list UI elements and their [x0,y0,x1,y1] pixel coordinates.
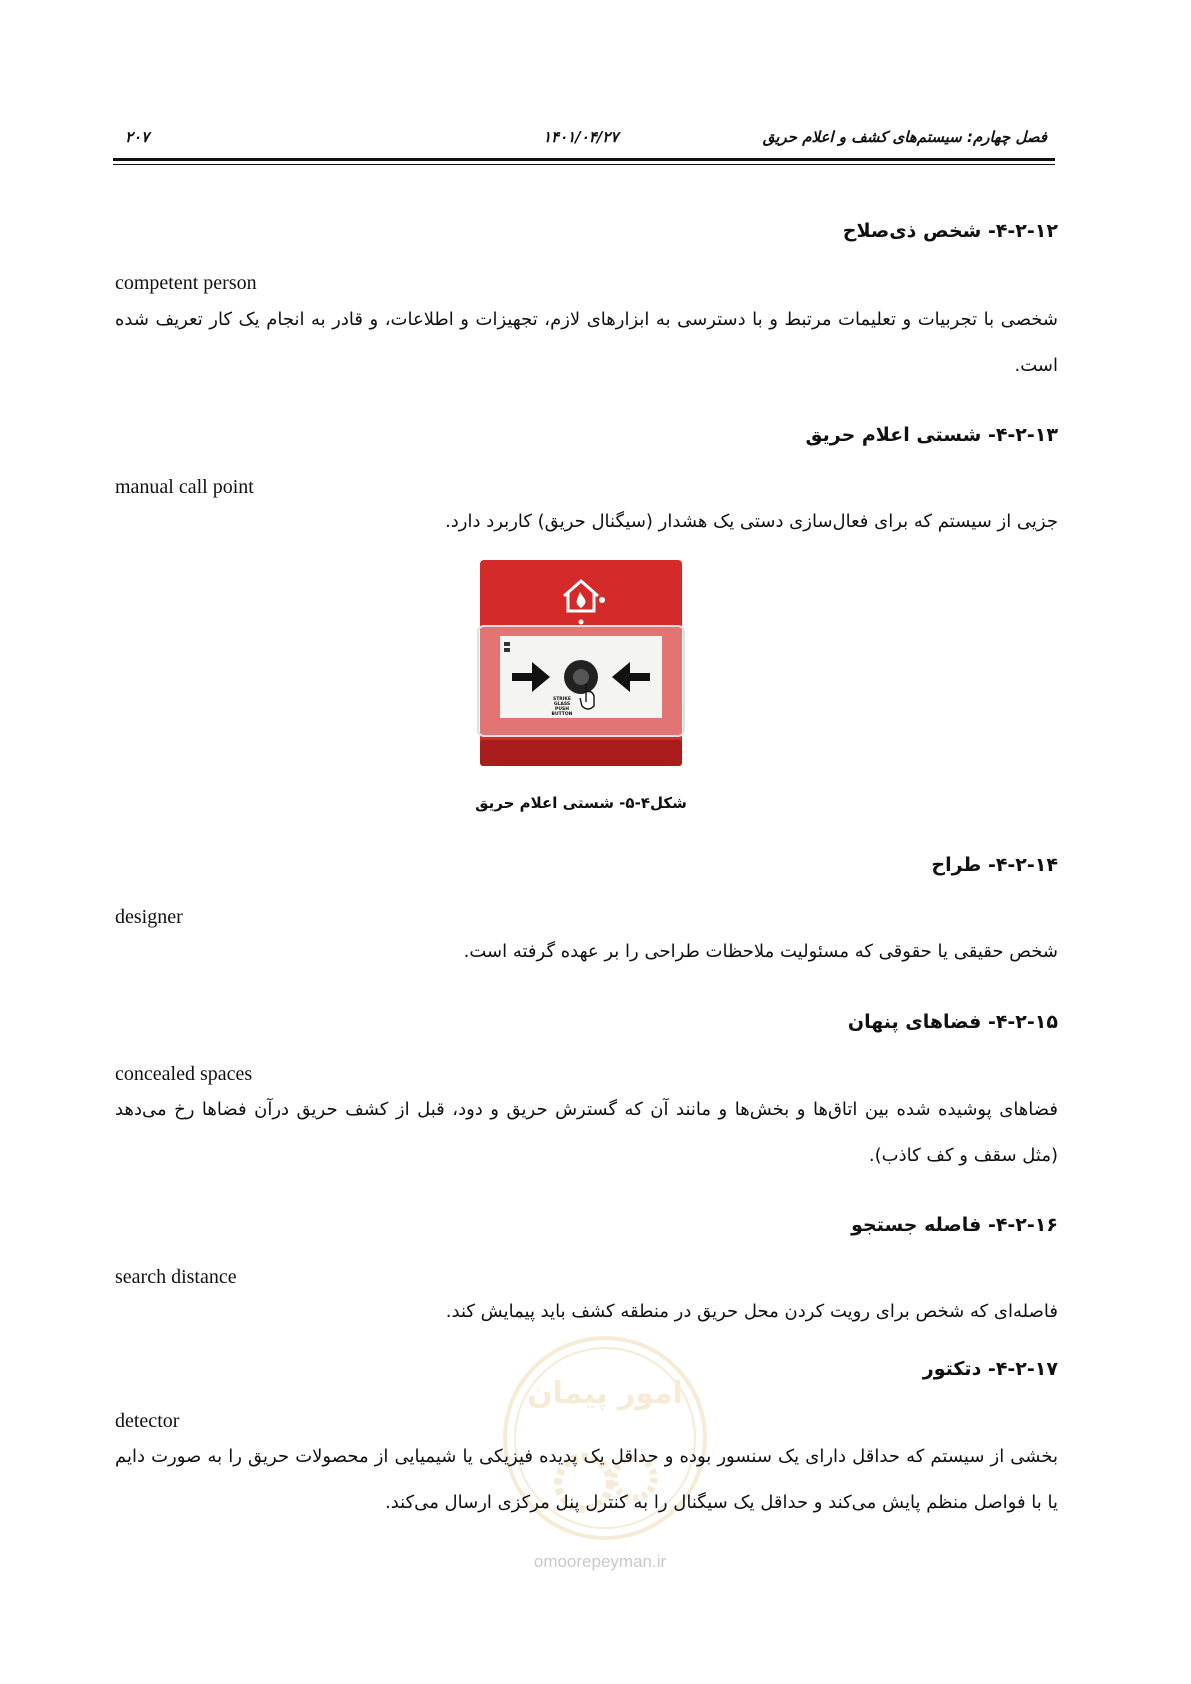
device-label-line: BUTTON [551,712,573,717]
page-header [113,122,1055,162]
header-rule-thin [113,164,1055,165]
call-point-housing-base [480,740,682,766]
manual-call-point-image [470,556,692,776]
header-date: ۱۴۰۱/۰۴/۲۷ [543,128,619,146]
chapter-title: فصل چهارم: سیستم‌های کشف و اعلام حریق [762,128,1047,146]
watermark-logo-text: امور پیمان [527,1376,683,1411]
section-heading-concealed-spaces: ۴-۲-۱۵- فضاهای پنهان [847,1011,1058,1033]
definition-manual-call-point: جزیی از سیستم که برای فعال‌سازی دستی یک هشدار (سیگنال حریق) کاربرد دارد. [445,511,1058,532]
term-en-concealed-spaces: concealed spaces [115,1063,253,1085]
header-rule-thick [113,158,1055,161]
page-number: ۲۰۷ [125,128,150,146]
push-button-center [573,669,589,685]
definition-search-distance: فاصله‌ای که شخص برای رویت کردن محل حریق در منطقه کشف باید پیمایش کند. [445,1301,1058,1322]
definition-designer: شخص حقیقی یا حقوقی که مسئولیت ملاحظات طراحی را بر عهده گرفته است. [463,941,1058,962]
definition-detector: بخشی از سیستم که حداقل دارای یک سنسور بوده و حداقل یک پدیده فیزیکی یا شیمیایی از محصولات حریق را به صورت دایم یا با فواصل منظم پایش می‌کند و حداقل یک سیگنال را به کنترل پنل مرکزی ارسال می‌کند. [115,1446,1058,1513]
figure-caption: شکل۴-۵- شستی اعلام حریق [475,794,687,812]
section-heading-designer: ۴-۲-۱۴- طراح [931,854,1058,876]
section-heading-detector: ۴-۲-۱۷- دتکتور [922,1358,1058,1380]
indicator-led [579,620,584,625]
watermark-url: omoorepeyman.ir [533,1552,667,1571]
definition-competent-person: شخصی با تجربیات و تعلیمات مرتبط و با دسترسی به ابزارهای لازم، تجهیزات و اطلاعات، و قادر به انجام یک کار تعریف شده است. [115,309,1058,376]
term-en-competent-person: competent person [115,272,257,294]
term-en-designer: designer [115,906,183,928]
section-heading-manual-call-point: ۴-۲-۱۳- شستی اعلام حریق [805,424,1058,446]
section-heading-competent-person: ۴-۲-۱۲- شخص ذی‌صلاح [842,220,1058,242]
panel-mark [504,642,510,646]
definition-concealed-spaces: فضاهای پوشیده شده بین اتاق‌ها و بخش‌ها و مانند آن که گسترش حریق و دود، قبل از کشف حریق درآن فضاها رخ می‌دهد (مثل سقف و کف کاذب). [115,1099,1058,1166]
term-en-manual-call-point: manual call point [115,476,254,498]
term-en-detector: detector [115,1410,180,1432]
term-en-search-distance: search distance [115,1266,237,1288]
section-heading-search-distance: ۴-۲-۱۶- فاصله جستجو [851,1214,1058,1236]
panel-mark [504,648,510,652]
device-label-line: STRIKE [552,697,572,702]
device-label-line: PUSH [555,707,569,712]
device-label-line: GLASS [553,702,571,707]
